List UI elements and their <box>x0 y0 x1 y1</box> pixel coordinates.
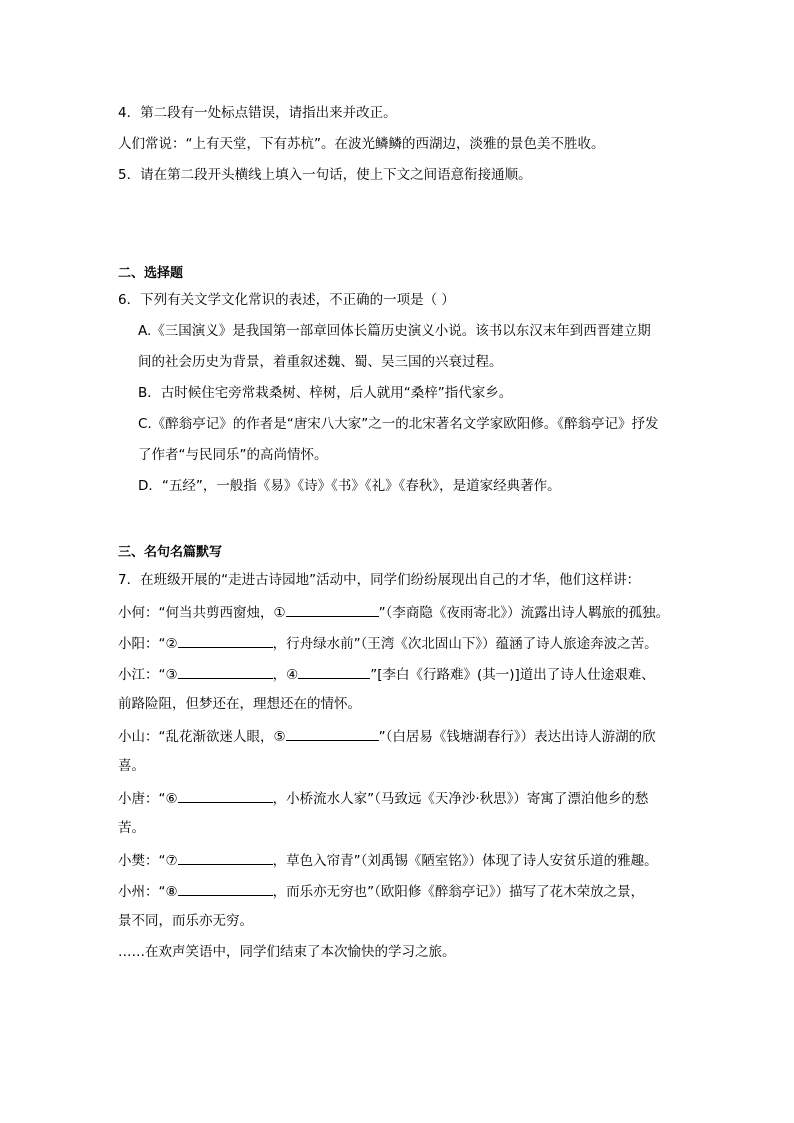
xiaotang-text-before: 小唐：“⑥ <box>118 791 178 807</box>
recitation-line-xiaojiang-cont: 前路险阻，但梦还在，理想还在的情怀。 <box>118 696 361 712</box>
recitation-line-xiaoyang <box>118 633 658 653</box>
recitation-line-xiaozhou-cont: 景不同，而乐亦无穷。 <box>118 913 253 929</box>
answer-blank-1[interactable] <box>286 602 379 617</box>
xiaozhou-text-before: 小州：“⑧ <box>118 884 178 900</box>
answer-blank-7[interactable] <box>178 850 273 865</box>
question-5-prompt: 5．请在第二段开头横线上填入一句话，使上下文之间语意衔接通顺。 <box>118 167 532 183</box>
answer-blank-8[interactable] <box>178 881 273 896</box>
xiaojiang-text-after: ”[李白《行路难》(其一)]道出了诗人仕途艰难、 <box>370 667 655 683</box>
recitation-line-xiaoshan <box>118 726 656 746</box>
recitation-line-xiaojiang <box>118 664 655 684</box>
question-6-option-d: D．“五经”，一般指《易》《诗》《书》《礼》《春秋》，是道家经典著作。 <box>138 478 561 494</box>
xiaohe-text-after: ”（李商隐《夜雨寄北》）流露出诗人羁旅的孤独。 <box>378 605 670 621</box>
recitation-line-xiaoshan-cont: 喜。 <box>118 758 145 774</box>
answer-blank-5[interactable] <box>286 726 379 741</box>
question-6-option-c: C.《醉翁亭记》的作者是“唐宋八大家”之一的北宋著名文学家欧阳修。《醉翁亭记》抒发 <box>138 416 659 432</box>
xiaoyang-text-before: 小阳：“② <box>118 636 178 652</box>
answer-blank-3[interactable] <box>178 664 273 679</box>
xiaotang-text-after: ，小桥流水人家”（马致远《天净沙·秋思》）寄寓了漂泊他乡的愁 <box>272 791 649 807</box>
xiaojiang-text-middle: ，④ <box>272 667 299 683</box>
question-6-option-c-cont: 了作者“与民同乐”的高尚情怀。 <box>138 447 328 463</box>
recitation-line-xiaotang-cont: 苦。 <box>118 820 145 836</box>
recitation-line-xiaozhou <box>118 881 644 901</box>
question-4-prompt: 4．第二段有一处标点错误，请指出来并改正。 <box>118 105 397 121</box>
question-6-stem: 6．下列有关文学文化常识的表述，不正确的一项是（ ） <box>118 292 455 308</box>
section-2-heading: 二、选择题 <box>118 266 184 281</box>
section-3-heading: 三、名句名篇默写 <box>118 545 223 560</box>
answer-blank-4[interactable] <box>298 664 370 679</box>
recitation-line-xiaofan <box>118 850 658 870</box>
question-4-sentence: 人们常说：“上有天堂，下有苏杭”。在波光鳞鳞的西湖边，淡雅的景色美不胜收。 <box>118 136 605 152</box>
xiaoyang-text-after: ，行舟绿水前”（王湾《次北固山下》）蕴涵了诗人旅途奔波之苦。 <box>272 636 658 652</box>
answer-blank-2[interactable] <box>178 633 273 648</box>
question-6-option-a: A.《三国演义》是我国第一部章回体长篇历史演义小说。该书以东汉末年到西晋建立期 <box>138 323 651 339</box>
question-6-option-a-cont: 间的社会历史为背景，着重叙述魏、蜀、吴三国的兴衰过程。 <box>138 354 503 370</box>
xiaofan-text-after: ，草色入帘青”（刘禹锡《陋室铭》）体现了诗人安贫乐道的雅趣。 <box>272 853 658 869</box>
recitation-line-xiaotang <box>118 788 648 808</box>
xiaoshan-text-before: 小山：“乱花渐欲迷人眼，⑤ <box>118 729 286 745</box>
xiaozhou-text-after: ，而乐亦无穷也”（欧阳修《醉翁亭记》）描写了花木荣放之景， <box>272 884 645 900</box>
xiaohe-text-before: 小何：“何当共剪西窗烛，① <box>118 605 286 621</box>
closing-line: ……在欢声笑语中，同学们结束了本次愉快的学习之旅。 <box>118 944 456 960</box>
xiaojiang-text-before: 小江：“③ <box>118 667 178 683</box>
question-6-option-b: B．古时候住宅旁常栽桑树、梓树，后人就用“桑梓”指代家乡。 <box>138 385 513 401</box>
xiaoshan-text-after: ”（白居易《钱塘湖春行》）表达出诗人游湖的欣 <box>378 729 656 745</box>
answer-blank-6[interactable] <box>178 788 273 803</box>
question-7-stem: 7．在班级开展的“走进古诗园地”活动中，同学们纷纷展现出自己的才华，他们这样讲： <box>118 572 641 588</box>
recitation-line-xiaohe <box>118 602 669 622</box>
xiaofan-text-before: 小樊：“⑦ <box>118 853 178 869</box>
